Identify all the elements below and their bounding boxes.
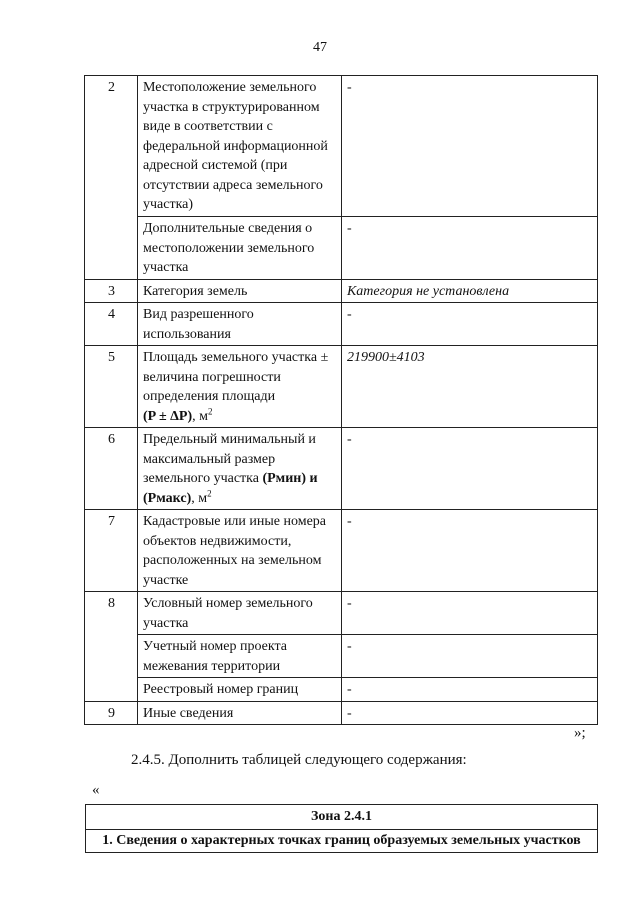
row-name-text: Площадь земельного участка ± величина погрешности определения площади (143, 350, 329, 404)
table-row (85, 678, 598, 702)
row-name: Условный номер земельного участка (138, 592, 342, 635)
page-number: 47 (313, 40, 327, 55)
row-name-formula: (Pмин) и (Pмакс) (143, 471, 318, 506)
row-value: - (342, 217, 598, 280)
row-number: 5 (85, 346, 138, 428)
row-number: 2 (85, 76, 138, 280)
row-name (138, 346, 342, 428)
row-name: Дополнительные сведения о местоположении земельного участка (138, 217, 342, 280)
row-name-unit-power: 2 (207, 405, 213, 416)
row-value: - (342, 592, 598, 635)
table-row (85, 701, 598, 725)
row-name-unit: , м (192, 408, 208, 424)
table-row (85, 76, 598, 217)
row-value: - (342, 701, 598, 725)
zone-table (85, 804, 598, 853)
row-value: - (342, 510, 598, 592)
table-row (85, 279, 598, 303)
row-name: Иные сведения (138, 701, 342, 725)
row-name: Кадастровые или иные номера объектов недвижимости, расположенных на земельном участке (138, 510, 342, 592)
row-value: Категория не установлена (342, 279, 598, 303)
table-row (85, 510, 598, 592)
row-number: 3 (85, 279, 138, 303)
row-name-formula: (P ± ΔP) (143, 408, 193, 424)
row-value: - (342, 76, 598, 217)
row-name: Категория земель (138, 279, 342, 303)
amendment-paragraph: 2.4.5. Дополнить таблицей следующего содержания: (131, 752, 467, 768)
row-name: Местоположение земельного участка в структурированном виде в соответствии с федеральной информационной адресной системой (при отсутствии адреса земельного участка) (138, 76, 342, 217)
row-name: Учетный номер проекта межевания территории (138, 635, 342, 678)
table-row (85, 635, 598, 678)
table-row (85, 303, 598, 346)
opening-quote: « (92, 782, 100, 798)
table-row (85, 428, 598, 510)
row-number: 7 (85, 510, 138, 592)
table-row (85, 346, 598, 428)
row-name-unit: , м (191, 490, 208, 506)
row-number: 8 (85, 592, 138, 702)
row-number: 6 (85, 428, 138, 510)
row-name-unit-power: 2 (207, 487, 212, 498)
row-value: - (342, 303, 598, 346)
row-name (138, 428, 342, 510)
row-name: Реестровый номер границ (138, 678, 342, 702)
table-row (85, 217, 598, 280)
row-value: 219900±4103 (342, 346, 598, 428)
row-number: 9 (85, 701, 138, 725)
row-name-text: Предельный минимальный и максимальный размер земельного участка (143, 432, 316, 486)
row-number: 4 (85, 303, 138, 346)
zone-section-heading: 1. Сведения о характерных точках границ образуемых земельных участков (86, 830, 598, 853)
row-name: Вид разрешенного использования (138, 303, 342, 346)
table-row (86, 830, 598, 853)
row-value: - (342, 678, 598, 702)
row-value: - (342, 428, 598, 510)
zone-title: Зона 2.4.1 (86, 805, 598, 830)
row-value: - (342, 635, 598, 678)
table-row (86, 805, 598, 830)
land-plot-info-table (84, 75, 598, 725)
closing-quote: »; (574, 725, 586, 741)
table-row (85, 592, 598, 635)
